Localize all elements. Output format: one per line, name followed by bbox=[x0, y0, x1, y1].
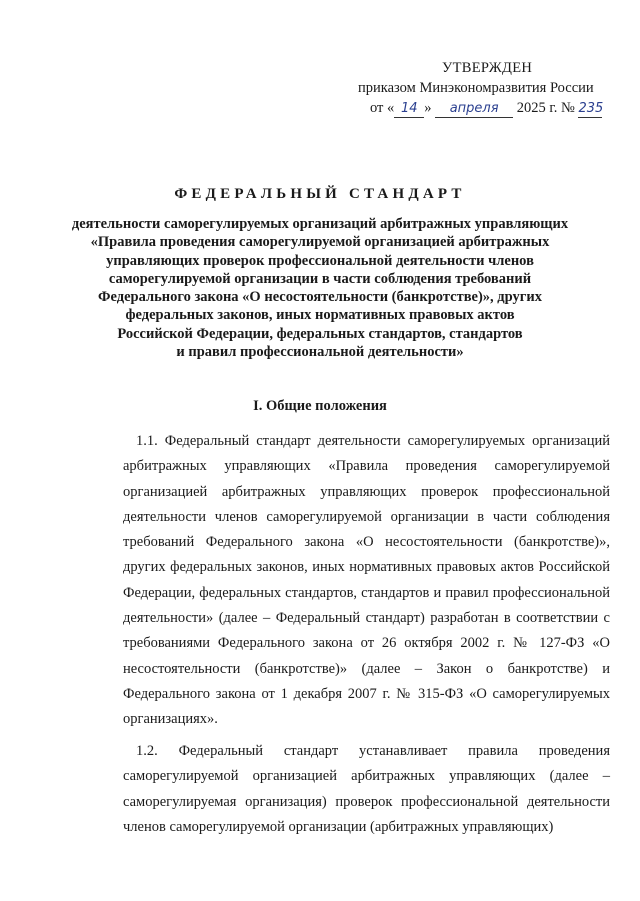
subtitle-line: Российской Федерации, федеральных стандартов, стандартов bbox=[117, 325, 523, 342]
handwritten-month: апреля bbox=[435, 101, 513, 118]
quote-close: » bbox=[424, 100, 432, 116]
handwritten-day: 14 bbox=[394, 101, 424, 118]
subtitle-line: «Правила проведения саморегулируемой организацией арбитражных bbox=[90, 234, 550, 251]
subtitle-line: управляющих проверок профессиональной деятельности членов bbox=[106, 252, 534, 269]
subtitle-line: саморегулируемой организации в части соблюдения требований bbox=[108, 270, 532, 287]
approval-heading: УТВЕРЖДЕН bbox=[442, 60, 533, 76]
subtitle-line: федеральных законов, иных нормативных правовых актов bbox=[125, 307, 515, 324]
from-label: от « bbox=[370, 100, 395, 116]
approval-block bbox=[358, 58, 610, 118]
document-title: ФЕДЕРАЛЬНЫЙ СТАНДАРТ bbox=[174, 186, 466, 202]
handwritten-number: 235 bbox=[578, 101, 604, 116]
approval-date-line bbox=[358, 98, 610, 118]
document-subtitle bbox=[70, 215, 570, 361]
subtitle-line: и правил профессиональной деятельности» bbox=[176, 344, 464, 361]
paragraph-1-1: 1.1. Федеральный стандарт деятельности саморегулируемых организаций арбитражных управляющих «Правила проведения саморегулируемой организацией арбитражных управляющих проверок профессиональной деятельности членов саморегулируемой организации в части соблюдения требований Федерального закона «О несостоятельности (банкротстве)», других федеральных законов, иных нормативных правовых актов Российской Федерации, федеральных стандартов, стандартов и правил профессиональной деятельности» (далее – Федеральный стандарт) разработан в соответствии с требованиями Федерального закона от 26 октября 2002 г. № 127-ФЗ «О несостоятельности (банкротстве)» (далее – Закон о банкротстве) и Федерального закона от 1 декабря 2007 г. № 315-ФЗ «О саморегулируемых организациях». bbox=[123, 433, 610, 728]
approval-order: приказом Минэкономразвития России bbox=[358, 80, 594, 96]
paragraph-1-2: 1.2. Федеральный стандарт устанавливает правила проведения саморегулируемой организацией арбитражных управляющих (далее – саморегулируемая организация) проверок профессиональной деятельности членов саморегулируемой организации (арбитражных управляющих) bbox=[123, 743, 610, 835]
subtitle-line: деятельности саморегулируемых организаций арбитражных управляющих bbox=[71, 216, 569, 232]
section-heading: I. Общие положения bbox=[253, 398, 387, 414]
approval-year: 2025 г. bbox=[516, 100, 558, 116]
number-label: № bbox=[560, 100, 575, 116]
subtitle-line: Федерального закона «О несостоятельности (банкротстве)», других bbox=[98, 289, 542, 306]
